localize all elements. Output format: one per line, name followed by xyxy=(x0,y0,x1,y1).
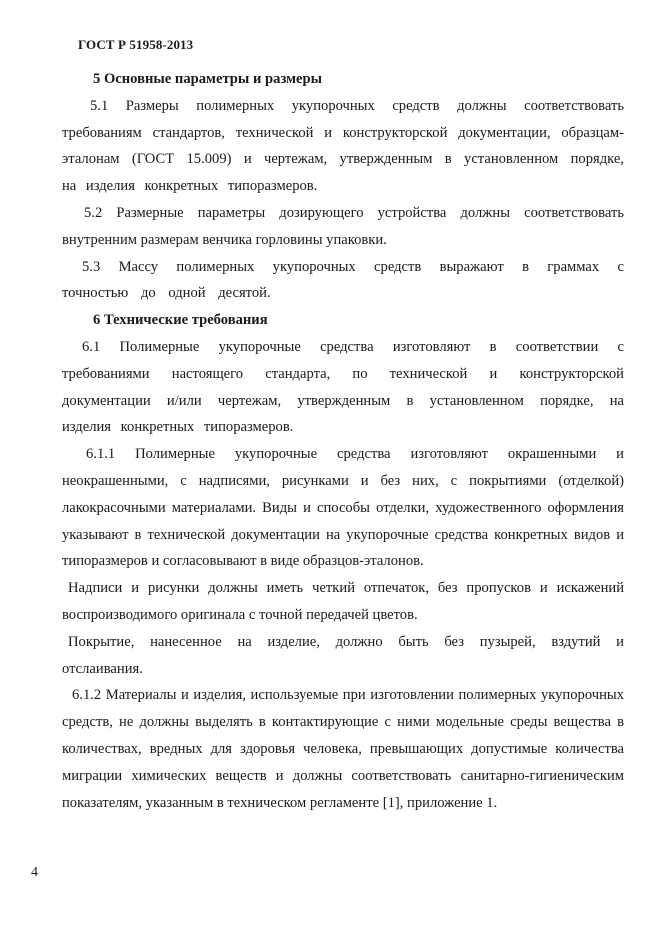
page-body xyxy=(62,66,624,816)
paragraph-inscriptions: Надписи и рисунки должны иметь четкий отпечаток, без пропусков и искажений воспроизводимого оригинала с точной передачей цветов. xyxy=(62,580,624,623)
paragraph-5-2: 5.2 Размерные параметры дозирующего устройства должны соответствовать внутренним размерам венчика горловины упаковки. xyxy=(62,204,624,248)
section-6-heading: 6 Технические требования xyxy=(93,312,268,329)
page-number: 4 xyxy=(31,865,38,880)
document-header: ГОСТ Р 51958-2013 xyxy=(78,37,194,52)
paragraph-5-3: 5.3 Массу полимерных укупорочных средств выражают в граммах с точностью до одной десятой. xyxy=(62,258,624,302)
paragraph-coating: Покрытие, нанесенное на изделие, должно быть без пузырей, вздутий и отслаивания. xyxy=(62,633,624,677)
paragraph-6-1: 6.1 Полимерные укупорочные средства изготовляют в соответствии с требованиями настоящего стандарта, по технической и конструкторской документации и/или чертежам, утвержденным в установленном порядке, на изделия конкретных типоразмеров. xyxy=(62,338,624,436)
paragraph-5-1: 5.1 Размеры полимерных укупорочных средств должны соответствовать требованиям стандартов, технической и конструкторской документации, образцам-эталонам (ГОСТ 15.009) и чертежам, утвержденным в установленном порядке, на изделия конкретных типоразмеров. xyxy=(62,97,624,195)
paragraph-6-1-1: 6.1.1 Полимерные укупорочные средства изготовляют окрашенными и неокрашенными, с надписями, рисунками и без них, с покрытиями (отделкой) лакокрасочными материалами. Виды и способы отделки, художественного оформления указывают в технической документации на укупорочные средства конкретных видов и типоразмеров и согласовывают в виде образцов-эталонов. xyxy=(62,446,624,570)
paragraph-6-1-2: 6.1.2 Материалы и изделия, используемые при изготовлении полимерных укупорочных средств, не должны выделять в контактирующие с ними модельные среды вещества в количествах, вредных для здоровья человека, превышающих допустимые количества миграции химических веществ и должны соответствовать санитарно-гигиеническим показателям, указанным в техническом регламенте [1], приложение 1. xyxy=(62,687,624,811)
section-5-heading: 5 Основные параметры и размеры xyxy=(93,71,323,87)
